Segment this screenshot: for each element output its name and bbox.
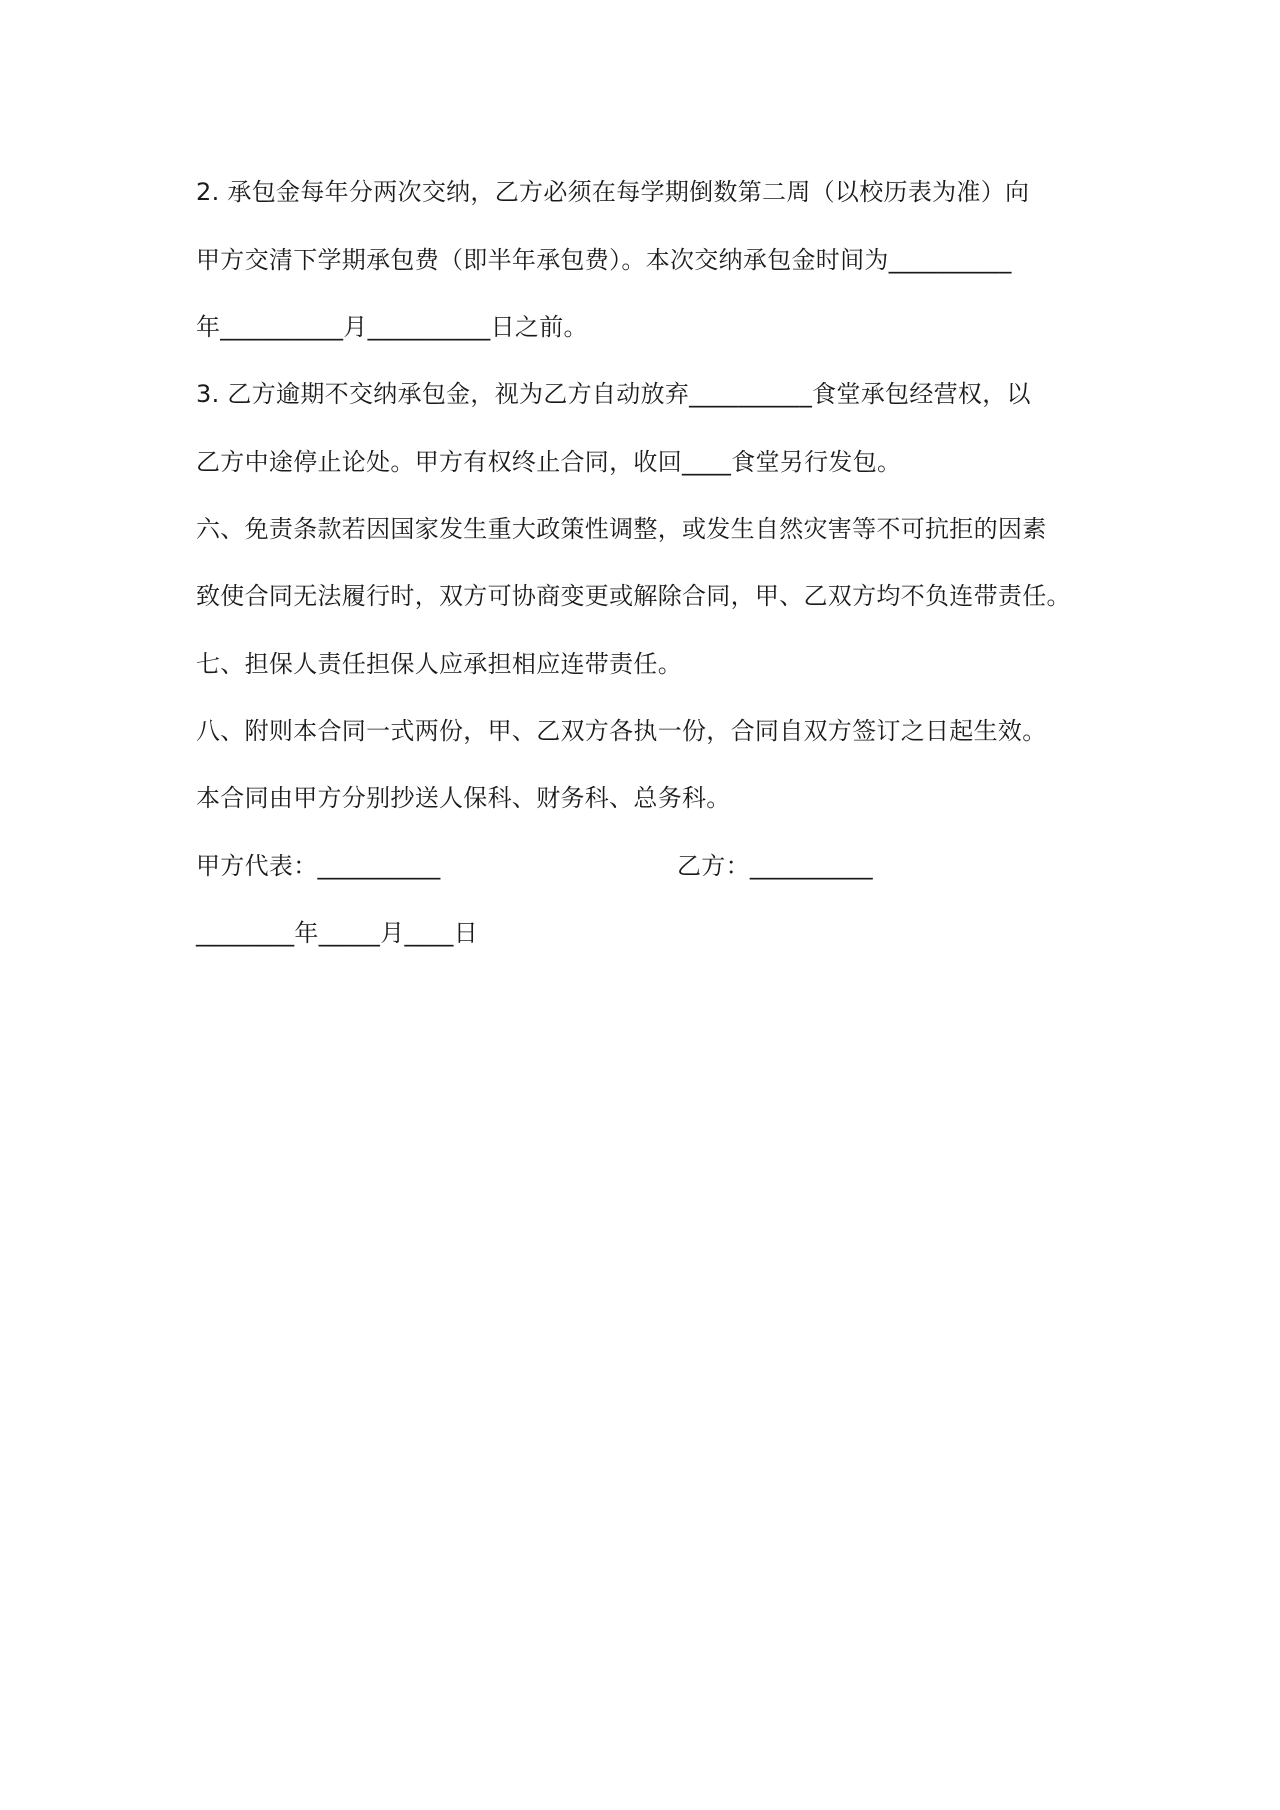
paragraph-line-4: 3. 乙方逾期不交纳承包金，视为乙方自动放弃__________食堂承包经营权，以 <box>196 380 1031 408</box>
paragraph-line-5: 乙方中途停止论处。甲方有权终止合同，收回____食堂另行发包。 <box>196 448 902 476</box>
party-b-signature: 乙方：__________ <box>677 852 873 880</box>
paragraph-line-6: 六、免责条款若因国家发生重大政策性调整，或发生自然灾害等不可抗拒的因素 <box>196 515 1047 543</box>
paragraph-line-9: 八、附则本合同一式两份，甲、乙双方各执一份，合同自双方签订之日起生效。 <box>196 717 1047 745</box>
signature-date: ________年_____月____日 <box>196 919 478 947</box>
paragraph-line-3: 年__________月__________日之前。 <box>196 313 588 341</box>
party-a-signature: 甲方代表：__________ <box>196 852 441 880</box>
paragraph-line-1: 2. 承包金每年分两次交纳，乙方必须在每学期倒数第二周（以校历表为准）向 <box>196 178 1030 206</box>
paragraph-line-8: 七、担保人责任担保人应承担相应连带责任。 <box>196 650 682 678</box>
paragraph-line-2: 甲方交清下学期承包费（即半年承包费）。本次交纳承包金时间为__________ <box>196 246 1012 274</box>
paragraph-line-10: 本合同由甲方分别抄送人保科、财务科、总务科。 <box>196 784 731 812</box>
paragraph-line-7: 致使合同无法履行时，双方可协商变更或解除合同，甲、乙双方均不负连带责任。 <box>196 582 1071 610</box>
